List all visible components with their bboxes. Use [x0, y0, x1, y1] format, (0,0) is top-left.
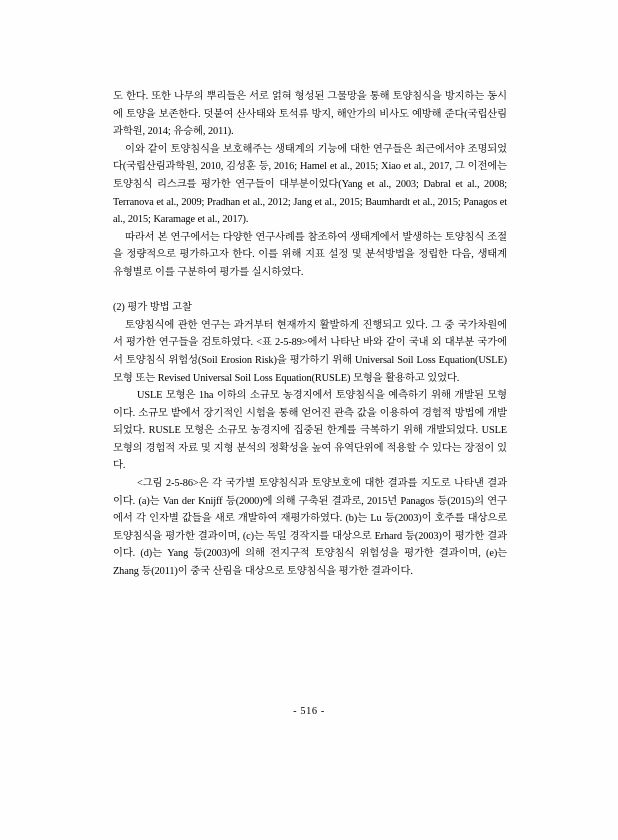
paragraph-usle-rusle-overview: 토양침식에 관한 연구는 과거부터 현재까지 활발하게 진행되고 있다. 그 중 국가차원에서 평가한 연구들을 검토하였다. <표 2-5-89>에서 나타난 바와 같이 국내 외 대부분 국가에서 토양침식 위험성(Soil Erosion Risk)을 평가하기 위해 Universal Soil Loss Equation(USLE) 모형 또는 Revised Universal Soil Loss Equation(RUSLE) 모형을 활용하고 있었다.: [113, 319, 507, 384]
paragraph-study-purpose: 따라서 본 연구에서는 다양한 연구사례를 참조하여 생태계에서 발생하는 토양침식 조절을 정량적으로 평가하고자 한다. 이를 위해 지표 설정 및 분석방법을 정립한 다음, 생태계 유형별로 이를 구분하여 평가를 실시하였다.: [113, 231, 507, 278]
paragraph-figure-description: <그림 2-5-86>은 각 국가별 토양침식과 토양보호에 대한 결과를 지도로 나타낸 결과이다. (a)는 Van der Knijff 등(2000)에 의해 구축된 결과로, 2015년 Panagos 등(2015)의 연구에서 각 인자별 값들을 새로 개발하여 재평가하였다. (b)는 Lu 등(2003)이 호주를 대상으로 토양침식을 평가한 결과이며, (c)는 독일 경작지를 대상으로 Erhard 등(2003)이 평가한 결과이다. (d)는 Yang 등(2003)에 의해 전지구적 토양침식 위험성을 평가한 결과이며, (e)는 Zhang 등(2011)이 중국 산림을 대상으로 토양침식을 평가한 결과이다.: [113, 478, 507, 578]
page-content: [113, 88, 507, 581]
paragraph-usle-model-description: USLE 모형은 1ha 이하의 소규모 농경지에서 토양침식을 예측하기 위해 개발된 모형이다. 소규모 밭에서 장기적인 시험을 통해 얻어진 관측 값을 이용하여 경험적 방법에 개발되었다. RUSLE 모형은 소규모 농경지에 집중된 한계를 극복하기 위해 개발되었다. USLE 모형의 경험적 자료 및 지형 분석의 정확성을 높여 유역단위에 적용할 수 있다는 장점이 있다.: [113, 390, 507, 472]
section-heading-evaluation-method: (2) 평가 방법 고찰: [113, 302, 192, 314]
paragraph-ecosystem-function-research: 이와 같이 토양침식을 보호해주는 생태계의 기능에 대한 연구들은 최근에서야 조명되었다(국립산림과학원, 2010, 김성훈 등, 2016; Hamel et al., 2015; Xiao et al., 2017, 그 이전에는 토양침식 리스크를 평가한 연구들이 대부분이었다(Yang et al., 2003; Dabral et al., 2008; Terranova et al., 2009; Pradhan et al., 2012; Jang et al., 2015; Baumhardt et al., 2015; Panagos et al., 2015; Karamage et al., 2017).: [113, 143, 507, 226]
page-number: - 516 -: [293, 706, 325, 717]
paragraph-continuation: 도 한다. 또한 나무의 뿌리들은 서로 얽혀 형성된 그물망을 통해 토양침식을 방지하는 동시에 토양을 보존한다. 덧붙여 산사태와 토석류 방지, 해안가의 비사도 예방해 준다(국립산림과학원, 2014; 유승혜, 2011).: [113, 91, 507, 138]
paragraph-spacer: [113, 282, 507, 300]
